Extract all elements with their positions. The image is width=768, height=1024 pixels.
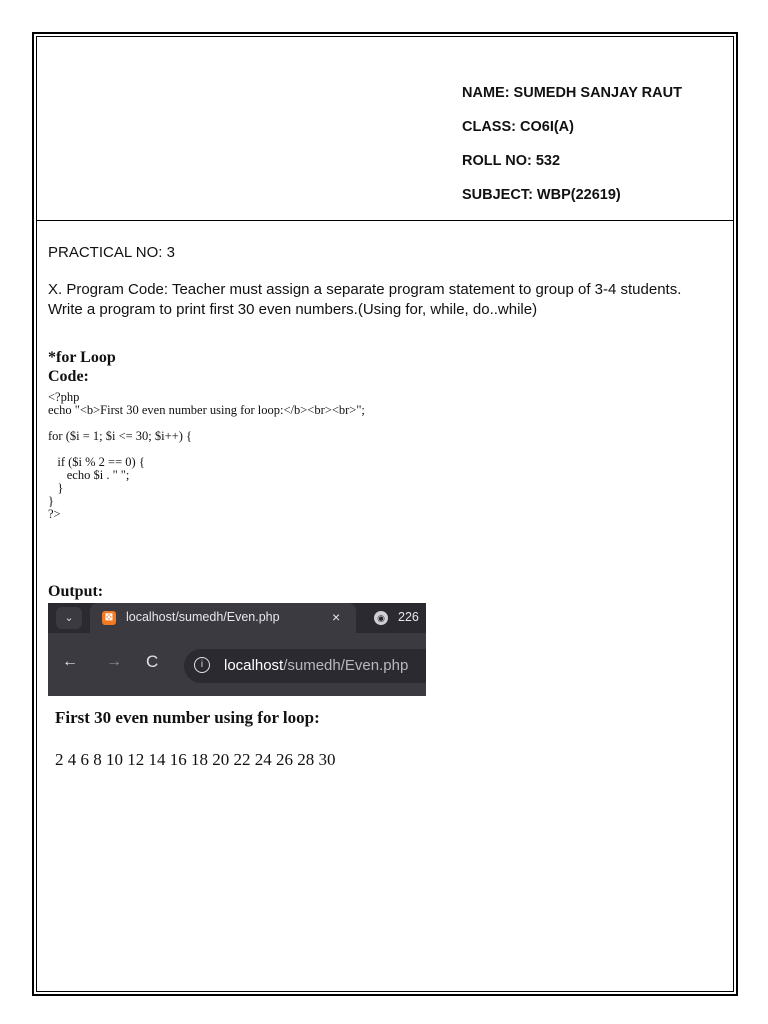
- browser-screenshot: [48, 603, 426, 696]
- url-path: /sumedh/Even.php: [283, 657, 409, 674]
- output-numbers: 2 4 6 8 10 12 14 16 18 20 22 24 26 28 30: [55, 750, 336, 769]
- output-label: Output:: [48, 583, 104, 600]
- student-info: [462, 84, 682, 220]
- subject: SUBJECT: WBP(22619): [462, 187, 621, 203]
- tab-bar: [48, 603, 426, 633]
- tab-close-icon[interactable]: ×: [332, 609, 341, 625]
- student-class: CLASS: CO6I(A): [462, 119, 574, 135]
- url-host: localhost: [224, 657, 284, 674]
- globe-icon: ◉: [374, 611, 388, 625]
- code-block: <?php echo "<b>First 30 even number using for loop:</b><br><br>"; for ($i = 1; $i <= 30; $i++) { if ($i % 2 == 0) { echo $i . " "; } } ?>: [48, 390, 365, 521]
- site-info-icon[interactable]: i: [194, 657, 210, 673]
- code-label: Code:: [48, 368, 89, 385]
- address-bar[interactable]: [184, 649, 426, 683]
- header-divider: [37, 220, 733, 221]
- url-text[interactable]: [224, 657, 408, 674]
- student-roll-no: ROLL NO: 532: [462, 153, 561, 169]
- practical-number: PRACTICAL NO: 3: [48, 244, 175, 261]
- tab-list-dropdown-icon[interactable]: ⌄: [56, 607, 82, 629]
- tab-title: localhost/sumedh/Even.php: [126, 610, 280, 624]
- output-heading: First 30 even number using for loop:: [55, 708, 320, 727]
- section-heading: [48, 348, 116, 386]
- reload-icon[interactable]: C: [146, 652, 159, 671]
- problem-statement: X. Program Code: Teacher must assign a separate program statement to group of 3-4 students. Write a program to print first 30 even numbers.(Using for, while, do..while): [48, 281, 682, 318]
- navigation-bar: [48, 633, 426, 696]
- xampp-favicon-icon: ⊠: [102, 611, 116, 625]
- student-name: NAME: SUMEDH SANJAY RAUT: [462, 85, 682, 101]
- back-arrow-icon[interactable]: ←: [62, 653, 78, 670]
- loop-title: *for Loop: [48, 349, 116, 366]
- forward-arrow-icon[interactable]: →: [106, 653, 122, 670]
- tab2-title[interactable]: 226: [398, 610, 419, 624]
